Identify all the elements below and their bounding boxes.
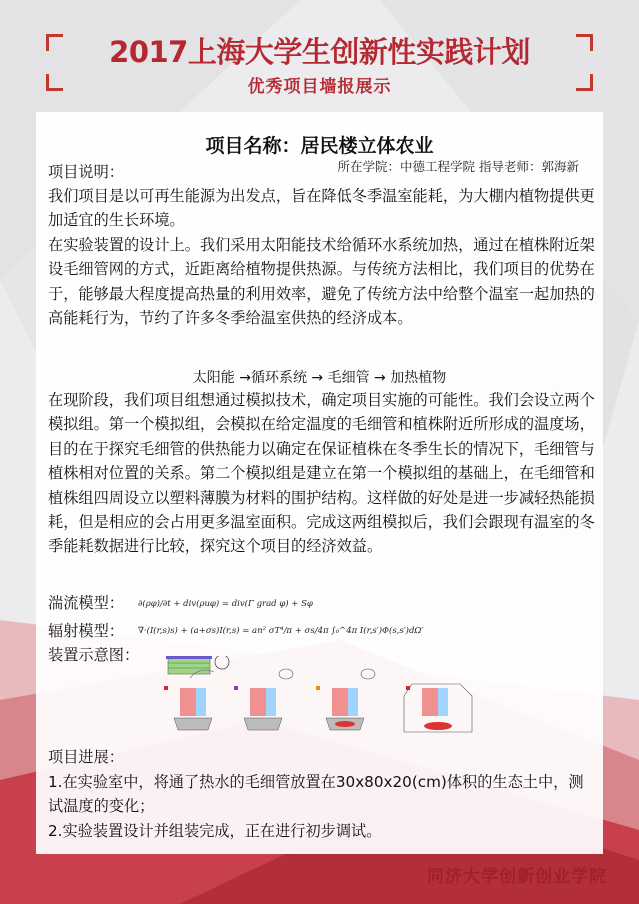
setup-1-icon bbox=[164, 670, 214, 730]
setup-3-icon bbox=[316, 669, 375, 730]
radiation-model-label: 辐射模型： bbox=[48, 622, 124, 640]
project-name: 项目名称：居民楼立体农业 bbox=[205, 135, 434, 157]
description-para-1: 我们项目是以可再生能源为出发点，旨在降低冬季温室能耗，为大棚内植物提供更加适宜的生长环境。 bbox=[48, 187, 595, 230]
apparatus-diagram bbox=[160, 656, 490, 736]
poster-subtitle: 优秀项目墙报展示 bbox=[247, 77, 392, 97]
setup-4-icon bbox=[404, 684, 472, 732]
solar-collector-icon bbox=[166, 656, 229, 674]
setup-2-icon bbox=[234, 669, 293, 730]
description-para-3: 在现阶段，我们项目组想通过模拟技术，确定项目实施的可能性。我们会设立两个模拟组。第一个模拟组，会模拟在给定温度的毛细管和植株附近所形成的温度场，目的在于探究毛细管的供热能力以确定在保证植株在冬季生长的情况下，毛细管与植株相对位置的关系。第二个模拟组是建立在第一个模拟组的基础上，在毛细管和植株组四周设立以塑料薄膜为材料的围护结构。这样做的好处是进一步减轻热能损耗，但是相应的会占用更多温室面积。完成这两组模拟后，我们会跟现有温室的冬季能耗数据进行比较，探究这个项目的经济效益。 bbox=[48, 391, 595, 556]
turbulence-formula: ∂(ρφ)/∂t + div(ρuφ) = div(Γ grad φ) + Sφ bbox=[138, 599, 313, 609]
footer-org: 同济大学创新创业学院 bbox=[427, 867, 607, 887]
description-para-2: 在实验装置的设计上。我们采用太阳能技术给循环水系统加热，通过在植株附近架设毛细管网的方式，近距离给植物提供热源。与传统方法相比，我们项目的优势在于，能够最大程度提高热量的利用效率，避免了传统方法中给整个温室一起加热的高能耗行为，节约了许多冬季给温室供热的经济成本。 bbox=[48, 236, 595, 328]
progress-item-2: 2.实验装置设计并组装完成，正在进行初步调试。 bbox=[48, 822, 382, 840]
radiation-formula: ∇·(I(r,s)s) + (a+σs)I(r,s) = an² σT⁴/π + σs/4π ∫₀^4π I(r,s′)Φ(s,s′)dΩ′ bbox=[138, 626, 424, 636]
description-heading: 项目说明： bbox=[48, 163, 124, 181]
turbulence-model-label: 湍流模型： bbox=[48, 594, 124, 612]
project-meta: 所在学院：中德工程学院 指导老师：郭海新 bbox=[337, 159, 579, 174]
progress-heading: 项目进展： bbox=[48, 748, 124, 766]
progress-item-1: 1.在实验室中，将通了热水的毛细管放置在30x80x20(cm)体积的生态土中，测试温度的变化； bbox=[48, 773, 584, 816]
energy-flow: 太阳能 →循环系统 → 毛细管 → 加热植物 bbox=[192, 370, 447, 386]
poster-title: 2017上海大学生创新性实践计划 bbox=[109, 35, 530, 69]
diagram-label: 装置示意图： bbox=[48, 646, 140, 664]
